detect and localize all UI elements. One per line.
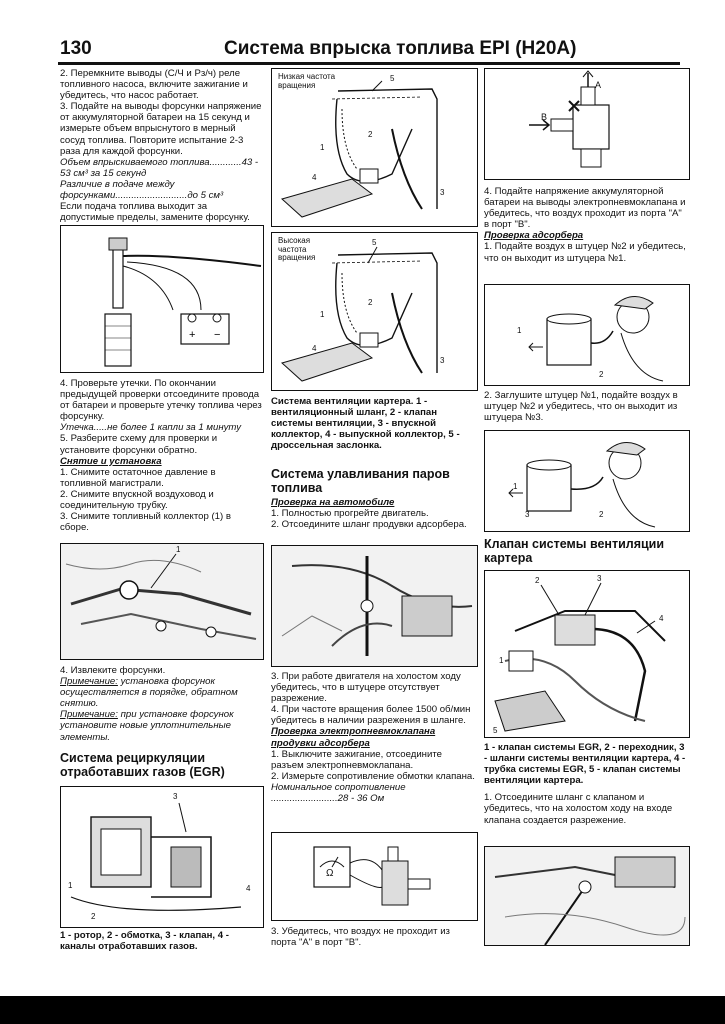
paragraph: 1. Отсоедините шланг с клапаном и убедитесь, что на холостом ходу на входе клапана создается разрежение. bbox=[484, 792, 673, 826]
note-2: Примечание: при установке форсунок установите новые уплотнительные элементы. bbox=[60, 709, 234, 743]
ventilation-low-rpm-drawing bbox=[272, 69, 477, 226]
injector-test-figure bbox=[60, 225, 264, 373]
figure-label: 1 bbox=[320, 143, 325, 152]
figure-label-low-rpm: Низкая частота вращения bbox=[278, 72, 336, 90]
figure-label: 2 bbox=[599, 370, 604, 379]
section-egr bbox=[60, 752, 262, 779]
figure-caption: 1 - клапан системы EGR, 2 - переходник, 3 - шланги системы вентиляции картера, 4 - трубка системы EGR, 5 - клапан системы вентиляции картера. bbox=[484, 742, 686, 787]
col1-top-text bbox=[60, 68, 262, 223]
figure-label: 5 bbox=[493, 726, 498, 735]
paragraph: 3. Снимите топливный коллектор (1) в сборе. bbox=[60, 511, 231, 534]
note-1: Примечание: установка форсунок осуществляется в порядке, обратном снятию. bbox=[60, 676, 238, 710]
pcv-caption bbox=[484, 742, 688, 826]
svg-text:−: − bbox=[214, 329, 221, 341]
figure-label: 4 bbox=[659, 614, 664, 623]
col1-mid-text bbox=[60, 378, 262, 533]
col2-lower-text bbox=[271, 671, 476, 804]
paragraph: 1. Снимите остаточное давление в топливной магистрали. bbox=[60, 466, 216, 489]
paragraph: 2. Измерьте сопротивление обмотки клапана. bbox=[271, 770, 475, 782]
figure-caption: Система вентиляции картера. 1 - вентиляционный шланг, 2 - клапан системы вентиляции, 3 - впускной коллектор, 4 - выпускной коллектор, 5 - дроссельная заслонка. bbox=[271, 396, 460, 452]
col3-top-text bbox=[484, 186, 688, 264]
figure-label: 5 bbox=[372, 238, 377, 247]
pcv-vacuum-drawing bbox=[485, 847, 689, 945]
adsorber-test-1-drawing bbox=[485, 285, 689, 385]
figure-label: 2 bbox=[599, 510, 604, 519]
figure-label: 3 bbox=[173, 792, 178, 801]
paragraph: 3. Подайте на выводы форсунки напряжение от аккумуляторной батареи на 15 секунд и измерьте объем впрыснутого в мерный сосуд топлива. Повторите испытание 2-3 раза для каждой форсунки. bbox=[60, 101, 262, 157]
paragraph: 2. Перемкните выводы (С/Ч и Рз/ч) реле топливного насоса, включите зажигание и убедитесь, что насос работает. bbox=[60, 68, 248, 102]
figure-label: 4 bbox=[246, 884, 251, 893]
figure-label: 1 bbox=[517, 326, 522, 335]
subheading-removal: Снятие и установка bbox=[60, 455, 162, 467]
paragraph: 4. Извлеките форсунки. bbox=[60, 665, 166, 676]
paragraph: 2. Заглушите штуцер №1, подайте воздух в штуцер №2 и убедитесь, что он выходит из штуцера №3. bbox=[484, 390, 678, 424]
adsorber-test-2-drawing bbox=[485, 431, 689, 531]
figure-label: 1 bbox=[68, 881, 73, 890]
egr-caption bbox=[60, 930, 262, 952]
figure-label-high-rpm: Высокая частота вращения bbox=[278, 236, 316, 262]
spec-resistance-label: Номинальное сопротивление bbox=[271, 781, 406, 793]
figure-label: 1 bbox=[176, 545, 181, 554]
figure-label: 4 bbox=[312, 344, 317, 353]
paragraph: 2. Снимите впускной воздуховод и соединительную трубку. bbox=[60, 488, 214, 512]
paragraph: 3. При работе двигателя на холостом ходу убедитесь, что в штуцере отсутствует разрежение. bbox=[271, 671, 461, 705]
pcv-vacuum-figure bbox=[484, 846, 690, 946]
adsorber-test-2-figure bbox=[484, 430, 690, 532]
fuel-rail-drawing bbox=[61, 544, 263, 659]
ventilation-high-rpm-figure bbox=[271, 232, 478, 391]
figure-label: 1 bbox=[320, 310, 325, 319]
header-rule bbox=[58, 62, 680, 65]
spec-resistance: .........................28 - 36 Ом bbox=[271, 793, 385, 805]
figure-label: 4 bbox=[312, 173, 317, 182]
ventilation-caption bbox=[271, 396, 476, 451]
figure-label: 5 bbox=[390, 74, 395, 83]
paragraph: 1. Полностью прогрейте двигатель. bbox=[271, 508, 429, 520]
spec-injector-difference: Различие в подаче между форсунками...........................до 5 см³ bbox=[60, 178, 224, 202]
purge-hose-drawing bbox=[272, 546, 477, 666]
purge-hose-figure bbox=[271, 545, 478, 667]
injector-test-drawing bbox=[61, 226, 263, 372]
ohmmeter-drawing bbox=[272, 833, 477, 920]
page-title: Система впрыска топлива EPI (H20A) bbox=[224, 38, 577, 59]
figure-label: 2 bbox=[368, 130, 373, 139]
figure-label: 2 bbox=[368, 298, 373, 307]
paragraph: 2. Отсоедините шланг продувки адсорбера. bbox=[271, 519, 467, 531]
spec-leak: Утечка.....не более 1 капли за 1 минуту bbox=[60, 422, 241, 434]
egr-valve-figure bbox=[60, 786, 264, 928]
ohm-symbol: Ω bbox=[326, 868, 334, 879]
figure-label: 3 bbox=[440, 188, 445, 197]
paragraph: 4. Проверьте утечки. По окончании предыдущей проверки отсоедините провода от батареи и проверьте утечку топлива через форсунку. bbox=[60, 378, 262, 423]
figure-caption: 1 - ротор, 2 - обмотка, 3 - клапан, 4 - каналы отработавших газов. bbox=[60, 930, 229, 953]
subheading-on-car: Проверка на автомобиле bbox=[271, 497, 395, 508]
figure-label: 1 bbox=[513, 482, 518, 491]
pcv-valve-drawing bbox=[485, 571, 689, 737]
col1-lower-text bbox=[60, 665, 262, 743]
paragraph: 1. Выключите зажигание, отсоедините разъем электропневмоклапана. bbox=[271, 748, 442, 771]
paragraph: 1. Подайте воздух в штуцер №2 и убедитесь, что он выходит из штуцера №1. bbox=[484, 241, 686, 264]
egr-valve-drawing bbox=[61, 787, 263, 927]
ventilation-low-rpm-figure bbox=[271, 68, 478, 227]
paragraph: Если подача топлива выходит за допустимые пределы, замените форсунку. bbox=[60, 201, 250, 224]
figure-label: 2 bbox=[91, 912, 96, 921]
col3-mid-text bbox=[484, 390, 688, 423]
subheading-valve: Проверка электропневмоклапана продувки адсорбера bbox=[271, 726, 436, 749]
adsorber-test-1-figure bbox=[484, 284, 690, 386]
footer-bar bbox=[0, 996, 725, 1024]
port-b-label: B bbox=[541, 112, 548, 122]
section-pcv bbox=[484, 538, 688, 565]
ohmmeter-figure bbox=[271, 832, 478, 921]
purge-valve-ports-figure bbox=[484, 68, 690, 180]
paragraph: 3. Убедитесь, что воздух не проходит из порта "А" в порт "В". bbox=[271, 926, 450, 949]
figure-label: 3 bbox=[525, 510, 530, 519]
paragraph: 4. Подайте напряжение аккумуляторной батареи на выводы электропневмоклапана и убедитесь, что воздух проходит из порта "А" в порт "В". bbox=[484, 186, 686, 231]
subheading-adsorber: Проверка адсорбера bbox=[484, 230, 584, 242]
fuel-rail-figure bbox=[60, 543, 264, 660]
figure-label: 1 bbox=[499, 656, 504, 665]
section-heading: Клапан системы вентиляции картера bbox=[484, 537, 665, 565]
figure-label: 3 bbox=[440, 356, 445, 365]
section-heading: Система рециркуляции отработавших газов (EGR) bbox=[60, 751, 225, 779]
svg-text:+: + bbox=[189, 329, 196, 341]
paragraph: 5. Разберите схему для проверки и установите форсунки обратно. bbox=[60, 433, 218, 456]
pcv-valve-figure bbox=[484, 570, 690, 738]
page-number: 130 bbox=[60, 38, 92, 59]
purge-valve-ports-drawing bbox=[485, 69, 689, 179]
figure-label: 2 bbox=[535, 576, 540, 585]
port-a-label: A bbox=[595, 80, 602, 90]
section-heading: Система улавливания паров топлива bbox=[271, 467, 450, 495]
spec-injection-volume: Объем впрыскиваемого топлива............43 - 53 см³ за 15 секунд bbox=[60, 156, 259, 179]
section-evap bbox=[271, 468, 476, 530]
paragraph: 4. При частоте вращения более 1500 об/мин убедитесь в наличии разрежения в шланге. bbox=[271, 704, 471, 727]
figure-label: 3 bbox=[597, 574, 602, 583]
col2-bottom-text bbox=[271, 926, 476, 948]
